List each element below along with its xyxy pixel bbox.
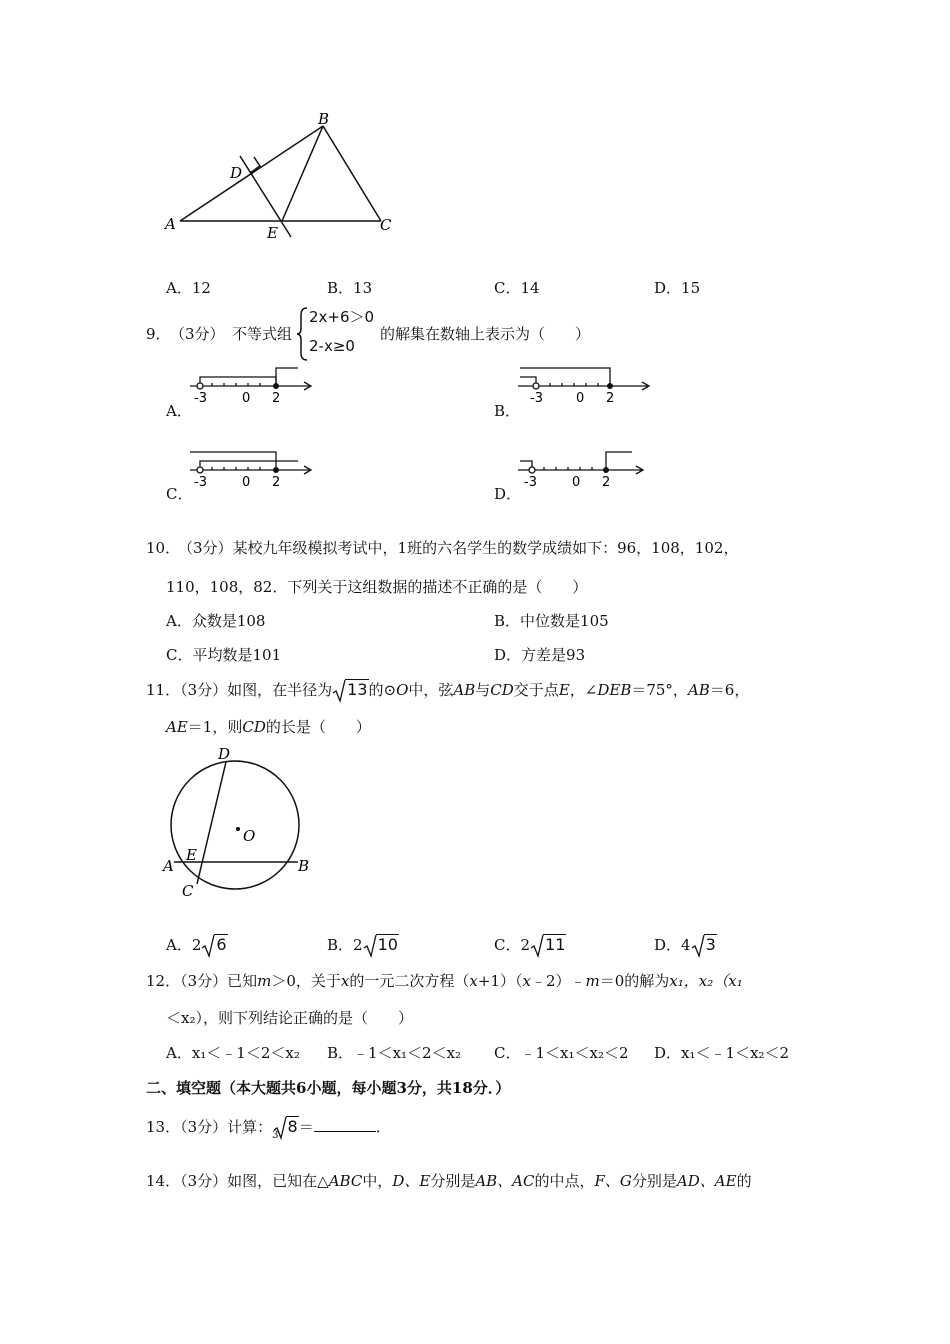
q12-option-b: B．﹣1＜x₁＜2＜x₂ [327, 1044, 462, 1062]
q8-option-a: A．12 [166, 279, 211, 297]
q10-option-d: D．方差是93 [494, 646, 586, 664]
circle-label-E: E [186, 846, 197, 864]
q12-line1: 12．（3分）已知m＞0，关于x的一元二次方程（x+1）（x﹣2）﹣m＝0的解为x₁，x₂（x₁ [146, 972, 743, 990]
tick-label-neg3: -3 [194, 475, 207, 488]
number-line-c [186, 446, 316, 488]
tick-label-0: 0 [572, 475, 581, 488]
tick-label-neg3: -3 [530, 391, 543, 404]
q9-inequality-2: 2-x≥0 [309, 337, 355, 355]
q10-number: 10． [146, 539, 181, 557]
tick-label-neg3: -3 [194, 391, 207, 404]
q12-option-c: C．﹣1＜x₁＜x₂＜2 [494, 1044, 629, 1062]
vertex-label-A: A [165, 215, 176, 233]
q9-option-d-letter: D． [494, 485, 522, 503]
vertex-label-D: D [230, 164, 243, 182]
number-line-d [514, 446, 654, 488]
q11-line2: AE＝1，则CD的长是（ ） [166, 718, 371, 736]
q11-option-d: D．4 3 [654, 935, 716, 954]
tick-label-0: 0 [576, 391, 585, 404]
q11-option-a: A．2 6 [166, 935, 227, 954]
q9-number: 9． [146, 325, 171, 343]
q11-radius-sqrt: 13 [332, 679, 368, 698]
q10-option-c: C．平均数是101 [166, 646, 282, 664]
section-2-title: 二、填空题（本大题共6小题，每小题3分，共18分．） [146, 1079, 511, 1097]
q12-number: 12． [146, 972, 181, 990]
system-brace [296, 306, 308, 362]
q11-option-b: B．2 10 [327, 935, 398, 954]
q13-number: 13． [146, 1118, 181, 1136]
q9-inequality-1: 2x+6＞0 [309, 308, 375, 326]
vertex-label-B: B [318, 110, 330, 128]
triangle-figure [160, 110, 410, 245]
circle-figure [160, 742, 320, 902]
q9-option-b-letter: B． [494, 402, 521, 420]
q11-option-c: C．2 11 [494, 935, 566, 954]
q12-line2: ＜x₂），则下列结论正确的是（ ） [166, 1009, 413, 1027]
q8-option-b: B．13 [327, 279, 373, 297]
tick-label-neg3: -3 [524, 475, 537, 488]
number-line-a [186, 362, 316, 404]
q12-option-a: A．x₁＜﹣1＜2＜x₂ [166, 1044, 300, 1062]
circle-label-A: A [163, 857, 174, 875]
circle-label-D: D [218, 745, 231, 763]
q11-line1: 11．（3分）如图，在半径为 13的⊙O中，弦AB与CD交于点E，∠DEB＝75°，AB＝6， [146, 680, 750, 699]
q9-option-a-letter: A． [166, 402, 192, 420]
circle-label-C: C [182, 882, 194, 900]
q10-option-b: B．中位数是105 [494, 612, 609, 630]
q10-line2: 110，108，82．下列关于这组数据的描述不正确的是（ ） [166, 578, 588, 596]
tick-label-2: 2 [272, 391, 281, 404]
q10-option-a: A．众数是108 [166, 612, 266, 630]
q12-option-d: D．x₁＜﹣1＜x₂＜2 [654, 1044, 790, 1062]
tick-label-2: 2 [272, 475, 281, 488]
tick-label-2: 2 [602, 475, 611, 488]
q8-option-d: D．15 [654, 279, 701, 297]
q9-option-c-letter: C． [166, 485, 193, 503]
vertex-label-C: C [380, 216, 392, 234]
q11-text: （3分）如图，在半径为 [180, 681, 333, 699]
q13-line: 13．（3分）计算：$_3$ 8＝ ． [146, 1117, 391, 1141]
q14-line: 14．（3分）如图，已知在△ABC中，D、E分别是AB、AC的中点，F、G分别是AD、AE的 [146, 1172, 752, 1190]
q11-number: 11． [146, 681, 181, 699]
q14-number: 14． [146, 1172, 181, 1190]
vertex-label-E: E [267, 224, 278, 242]
q9-prefix: 不等式组 [232, 325, 293, 343]
q9-score: （3分） [170, 325, 225, 343]
tick-label-0: 0 [242, 391, 251, 404]
circle-label-O: O [243, 827, 256, 845]
circle-label-B: B [298, 857, 310, 875]
answer-blank[interactable] [314, 1119, 376, 1132]
number-line-b [514, 362, 654, 404]
tick-label-2: 2 [606, 391, 615, 404]
q10-line1: （3分）某校九年级模拟考试中，1班的六名学生的数学成绩如下：96，108，102， [178, 539, 739, 557]
q8-option-c: C．14 [494, 279, 540, 297]
q9-suffix: 的解集在数轴上表示为（ ） [380, 325, 591, 343]
tick-label-0: 0 [242, 475, 251, 488]
